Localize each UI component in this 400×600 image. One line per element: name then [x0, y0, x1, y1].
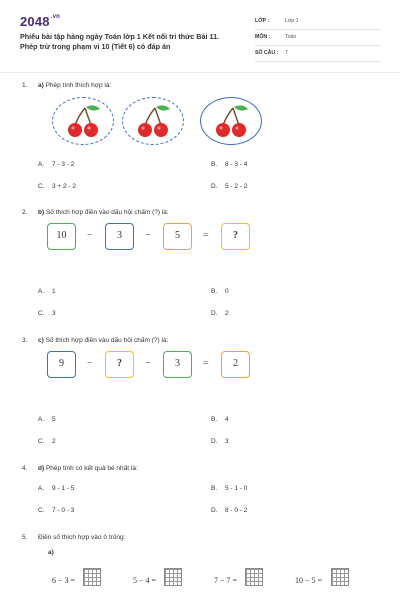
- q2-term-2: 3: [105, 223, 134, 250]
- q5-answer-grid-4[interactable]: [331, 568, 349, 586]
- title-line-1: Phiếu bài tập hàng ngày Toán lớp 1 Kết nối tri thức Bài 11.: [20, 32, 220, 41]
- subject-label: MÔN :: [255, 34, 271, 40]
- q5-equation-1: 6 − 3 =: [52, 576, 76, 585]
- cherry-group-2: [122, 97, 184, 145]
- q3-option-a[interactable]: A. 5: [38, 416, 56, 423]
- q4-option-d[interactable]: D. 8 - 0 - 2: [211, 507, 248, 514]
- q1-option-b[interactable]: B. 8 - 3 - 4: [211, 161, 248, 168]
- title-line-2: Phép trừ trong phạm vi 10 (Tiết 6) có đáp án: [20, 41, 171, 51]
- q3-term-1: 9: [47, 351, 76, 378]
- question-4-text: d) Phép tính có kết quả bé nhất là:: [38, 465, 138, 472]
- q2-minus-2: −: [145, 230, 151, 241]
- q2-term-3: 5: [163, 223, 192, 250]
- q2-equals: =: [203, 230, 209, 241]
- count-value: 7: [285, 50, 288, 56]
- q3-result-box: 2: [221, 351, 250, 378]
- q2-option-b[interactable]: B. 0: [211, 288, 229, 295]
- question-1-text: a) Phép tính thích hợp là:: [38, 82, 112, 89]
- cherry-group-1: [52, 97, 114, 145]
- meta-class-row: [255, 14, 380, 30]
- q4-option-b[interactable]: B. 5 - 1 - 0: [211, 485, 248, 492]
- q3-minus-2: −: [145, 358, 151, 369]
- q5-answer-grid-3[interactable]: [245, 568, 263, 586]
- subject-value: Toán: [285, 34, 297, 40]
- question-3-text: c) Số thích hợp điền vào dấu hỏi chấm (?) là:: [38, 337, 169, 344]
- meta-count-row: [255, 46, 380, 62]
- q3-option-b[interactable]: B. 4: [211, 416, 229, 423]
- class-value: Lớp 1: [285, 18, 299, 24]
- q3-equals: =: [203, 358, 209, 369]
- question-5-text: Điền số thích hợp vào ô trống:: [38, 534, 126, 541]
- cherry-icon: [134, 101, 174, 141]
- q5-part-a-label: a): [48, 549, 54, 556]
- q3-term-3: 3: [163, 351, 192, 378]
- q4-option-a[interactable]: A. 9 - 1 - 5: [38, 485, 75, 492]
- q5-equation-3: 7 − 7 =: [214, 576, 238, 585]
- worksheet-meta: [255, 14, 380, 62]
- q3-unknown-box: ?: [105, 351, 134, 378]
- q2-answer-box: ?: [221, 223, 250, 250]
- q5-answer-grid-1[interactable]: [83, 568, 101, 586]
- class-label: LỚP :: [255, 18, 270, 24]
- q2-option-c[interactable]: C. 3: [38, 310, 56, 317]
- site-logo[interactable]: $2048^{.vn}$: [20, 14, 61, 29]
- worksheet-header: [0, 0, 400, 72]
- cherry-icon: [64, 101, 104, 141]
- question-3-number: 3.: [22, 337, 28, 344]
- worksheet-title: [20, 32, 260, 51]
- q5-equation-4: 10 − 5 =: [295, 576, 323, 585]
- q2-term-1: 10: [47, 223, 76, 250]
- cherry-group-3: [200, 97, 262, 145]
- q1-option-a[interactable]: A. 7 - 3 - 2: [38, 161, 75, 168]
- q3-option-d[interactable]: D. 3: [211, 438, 229, 445]
- q1-option-d[interactable]: D. 5 - 2 - 2: [211, 183, 248, 190]
- q2-option-d[interactable]: D. 2: [211, 310, 229, 317]
- question-2-text: b) Số thích hợp điền vào dấu hỏi chấm (?) là:: [38, 209, 169, 216]
- cherry-icon: [212, 101, 252, 141]
- q3-minus-1: −: [87, 358, 93, 369]
- count-label: SỐ CÂU :: [255, 50, 279, 56]
- q2-option-a[interactable]: A. 1: [38, 288, 56, 295]
- meta-subject-row: [255, 30, 380, 46]
- q5-answer-grid-2[interactable]: [164, 568, 182, 586]
- q5-equation-2: 5 − 4 =: [133, 576, 157, 585]
- q1-option-c[interactable]: C. 3 + 2 - 2: [38, 183, 77, 190]
- q3-option-c[interactable]: C. 2: [38, 438, 56, 445]
- q4-option-c[interactable]: C. 7 - 0 - 3: [38, 507, 75, 514]
- question-5-number: 5.: [22, 534, 28, 541]
- question-1-number: 1.: [22, 82, 28, 89]
- q2-minus-1: −: [87, 230, 93, 241]
- header-divider: [0, 72, 400, 73]
- question-4-number: 4.: [22, 465, 28, 472]
- question-2-number: 2.: [22, 209, 28, 216]
